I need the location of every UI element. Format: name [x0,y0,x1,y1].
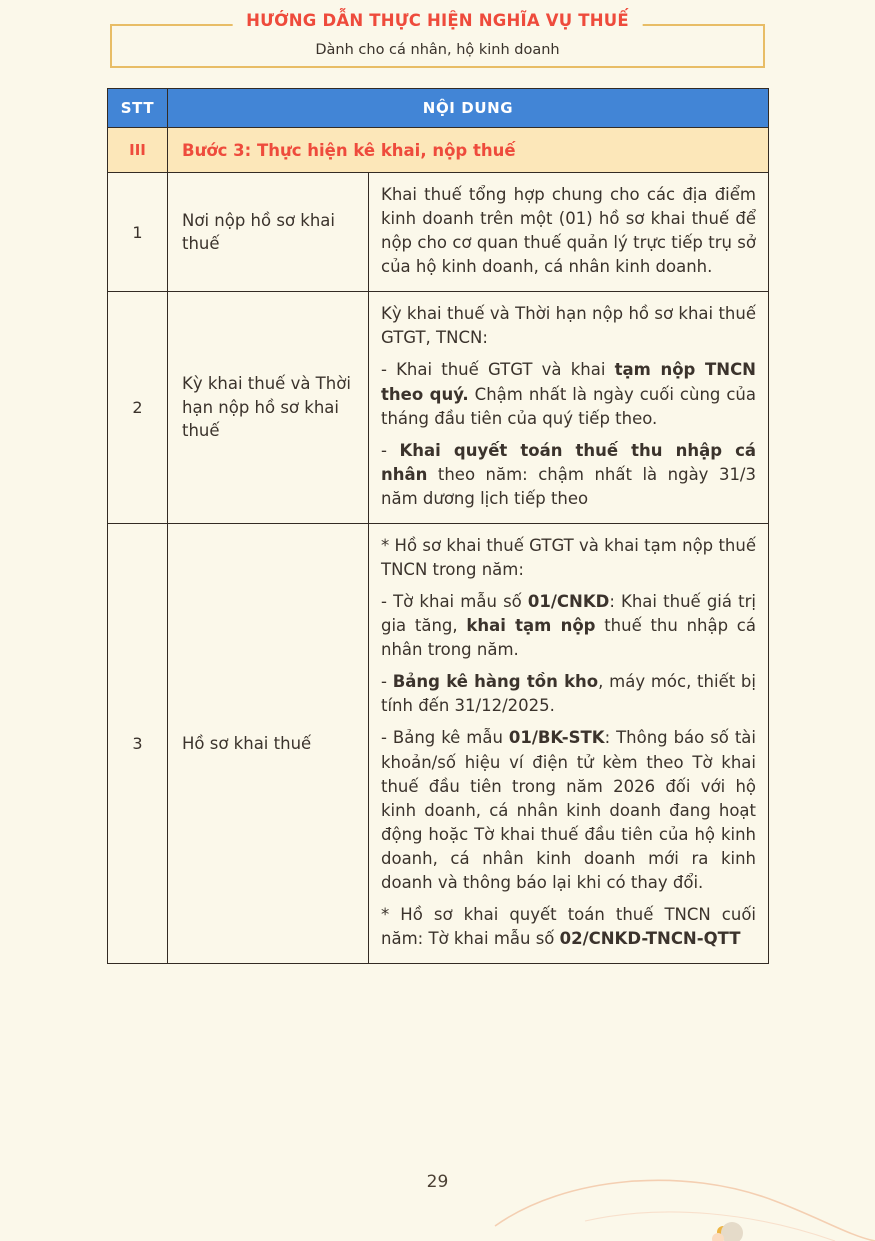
table-row [108,523,769,963]
text-run: : Khai thuế giá trị gia tăng, [381,592,756,636]
page-number: 29 [426,1172,449,1192]
text-run-bold: khai tạm nộp [466,616,596,636]
text-run: - Tờ khai mẫu số [381,592,528,612]
text-run-bold: tạm nộp TNCN theo quý. [381,360,756,404]
row-number: 1 [108,173,168,292]
content-paragraph [381,726,756,895]
content-paragraph [381,903,756,951]
table-header-row [108,89,769,128]
row-label: Nơi nộp hồ sơ khai thuế [168,173,369,292]
text-run: : Thông báo số tài khoản/số hiệu ví điện tử kèm theo Tờ khai thuế đầu tiên trong năm 2026 đối với hộ kinh doanh, cá nhân kinh doanh đang hoạt động hoặc Tờ khai thuế đầu tiên của hộ kinh doanh, cá nhân kinh doanh mới ra kinh doanh và thông báo lại khi có thay đổi. [381,728,756,892]
column-header-noi-dung: NỘI DUNG [168,89,769,128]
deco-dot-large [721,1222,743,1241]
page-title: HƯỚNG DẪN THỰC HIỆN NGHĨA VỤ THUẾ [232,11,643,30]
text-run: - Khai thuế GTGT và khai [381,360,615,380]
content-paragraph [381,439,756,511]
text-run: , máy móc, thiết bị tính đến 31/12/2025. [381,672,756,716]
content-paragraph [381,590,756,662]
row-number: 3 [108,523,168,963]
row-content [369,292,769,524]
deco-dot-small-left [712,1233,724,1241]
row-label: Kỳ khai thuế và Thời hạn nộp hồ sơ khai thuế [168,292,369,524]
table-section-row [108,128,769,173]
text-run-bold: Khai quyết toán thuế thu nhập cá nhân [381,440,756,484]
content-paragraph [381,670,756,718]
text-run: thuế thu nhập cá nhân trong năm. [381,616,756,660]
text-run: - Bảng kê mẫu [381,728,509,748]
text-run-bold: 02/CNKD-TNCN-QTT [559,929,741,949]
column-header-stt: STT [108,89,168,128]
content-paragraph: * Hồ sơ khai thuế GTGT và khai tạm nộp thuế TNCN trong năm: [381,535,756,580]
row-content [369,523,769,963]
table-row [108,173,769,292]
content-paragraph [381,358,756,430]
deco-dot-gold [717,1226,729,1238]
text-run: - [381,672,393,692]
decorative-swirl [475,1081,875,1241]
text-run-bold: Bảng kê hàng tồn kho [392,672,599,692]
section-title: Bước 3: Thực hiện kê khai, nộp thuế [168,128,769,173]
guidance-table [107,88,769,964]
row-label: Hồ sơ khai thuế [168,523,369,963]
deco-curve-inner [585,1212,835,1241]
page-subtitle: Dành cho cá nhân, hộ kinh doanh [315,42,560,58]
text-run: * Hồ sơ khai quyết toán thuế TNCN cuối năm: Tờ khai mẫu số [381,905,756,949]
content-paragraph: Kỳ khai thuế và Thời hạn nộp hồ sơ khai thuế GTGT, TNCN: [381,304,756,348]
table-row [108,292,769,524]
text-run: theo năm: chậm nhất là ngày 31/3 năm dương lịch tiếp theo [381,464,756,508]
text-run-bold: 01/CNKD [527,592,610,612]
text-run-bold: 01/BK-STK [508,728,605,748]
content-paragraph: Khai thuế tổng hợp chung cho các địa điểm kinh doanh trên một (01) hồ sơ khai thuế để nộp cho cơ quan thuế quản lý trực tiếp trụ sở của hộ kinh doanh, cá nhân kinh doanh. [381,185,756,277]
row-content [369,173,769,292]
page-header [110,11,765,68]
text-run: Chậm nhất là ngày cuối cùng của tháng đầu tiên của quý tiếp theo. [381,384,756,428]
row-number: 2 [108,292,168,524]
section-number: III [108,128,168,173]
text-run: - [381,440,400,460]
